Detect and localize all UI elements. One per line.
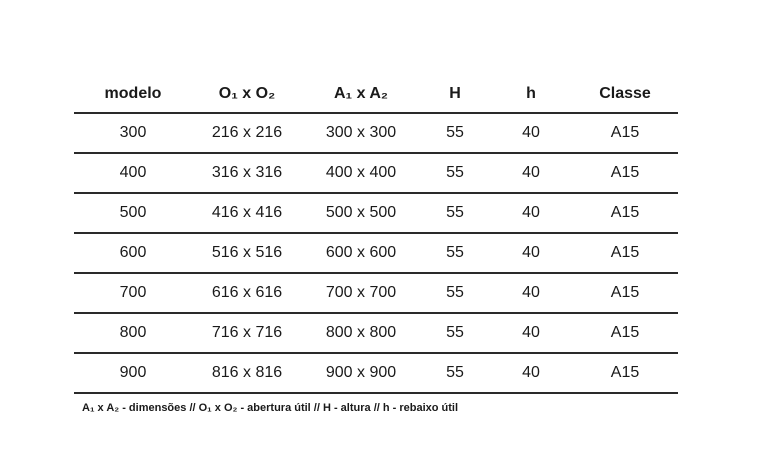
- table-row: [74, 193, 678, 233]
- cell-dimensoes: 300 x 300: [302, 113, 420, 153]
- cell-rebaixo: 40: [490, 313, 572, 353]
- cell-dimensoes: 700 x 700: [302, 273, 420, 313]
- header-classe: Classe: [572, 75, 678, 113]
- specs-table: [74, 75, 678, 394]
- cell-altura: 55: [420, 113, 490, 153]
- cell-modelo: 800: [74, 313, 192, 353]
- cell-altura: 55: [420, 193, 490, 233]
- table-row: [74, 353, 678, 393]
- cell-abertura: 716 x 716: [192, 313, 302, 353]
- cell-dimensoes: 400 x 400: [302, 153, 420, 193]
- cell-abertura: 816 x 816: [192, 353, 302, 393]
- cell-altura: 55: [420, 233, 490, 273]
- cell-modelo: 300: [74, 113, 192, 153]
- cell-abertura: 516 x 516: [192, 233, 302, 273]
- header-rebaixo: h: [490, 75, 572, 113]
- cell-classe: A15: [572, 193, 678, 233]
- header-modelo: modelo: [74, 75, 192, 113]
- cell-classe: A15: [572, 313, 678, 353]
- cell-classe: A15: [572, 153, 678, 193]
- cell-classe: A15: [572, 233, 678, 273]
- cell-dimensoes: 500 x 500: [302, 193, 420, 233]
- table-row: [74, 233, 678, 273]
- cell-modelo: 900: [74, 353, 192, 393]
- footnote: A₁ x A₂ - dimensões // O₁ x O₂ - abertura útil // H - altura // h - rebaixo útil: [82, 402, 459, 414]
- cell-abertura: 416 x 416: [192, 193, 302, 233]
- cell-dimensoes: 800 x 800: [302, 313, 420, 353]
- cell-rebaixo: 40: [490, 113, 572, 153]
- cell-rebaixo: 40: [490, 233, 572, 273]
- cell-rebaixo: 40: [490, 193, 572, 233]
- cell-altura: 55: [420, 273, 490, 313]
- cell-abertura: 616 x 616: [192, 273, 302, 313]
- cell-abertura: 316 x 316: [192, 153, 302, 193]
- specs-table-container: [74, 75, 678, 394]
- cell-abertura: 216 x 216: [192, 113, 302, 153]
- cell-classe: A15: [572, 113, 678, 153]
- cell-modelo: 400: [74, 153, 192, 193]
- table-row: [74, 273, 678, 313]
- cell-modelo: 500: [74, 193, 192, 233]
- table-header-row: [74, 75, 678, 113]
- cell-classe: A15: [572, 353, 678, 393]
- cell-modelo: 700: [74, 273, 192, 313]
- table-row: [74, 313, 678, 353]
- cell-dimensoes: 900 x 900: [302, 353, 420, 393]
- cell-altura: 55: [420, 313, 490, 353]
- cell-rebaixo: 40: [490, 273, 572, 313]
- cell-dimensoes: 600 x 600: [302, 233, 420, 273]
- cell-altura: 55: [420, 353, 490, 393]
- header-altura: H: [420, 75, 490, 113]
- header-abertura: O₁ x O₂: [192, 75, 302, 113]
- cell-altura: 55: [420, 153, 490, 193]
- cell-rebaixo: 40: [490, 153, 572, 193]
- cell-rebaixo: 40: [490, 353, 572, 393]
- cell-classe: A15: [572, 273, 678, 313]
- header-dimensoes: A₁ x A₂: [302, 75, 420, 113]
- table-body: [74, 113, 678, 393]
- cell-modelo: 600: [74, 233, 192, 273]
- table-row: [74, 113, 678, 153]
- table-row: [74, 153, 678, 193]
